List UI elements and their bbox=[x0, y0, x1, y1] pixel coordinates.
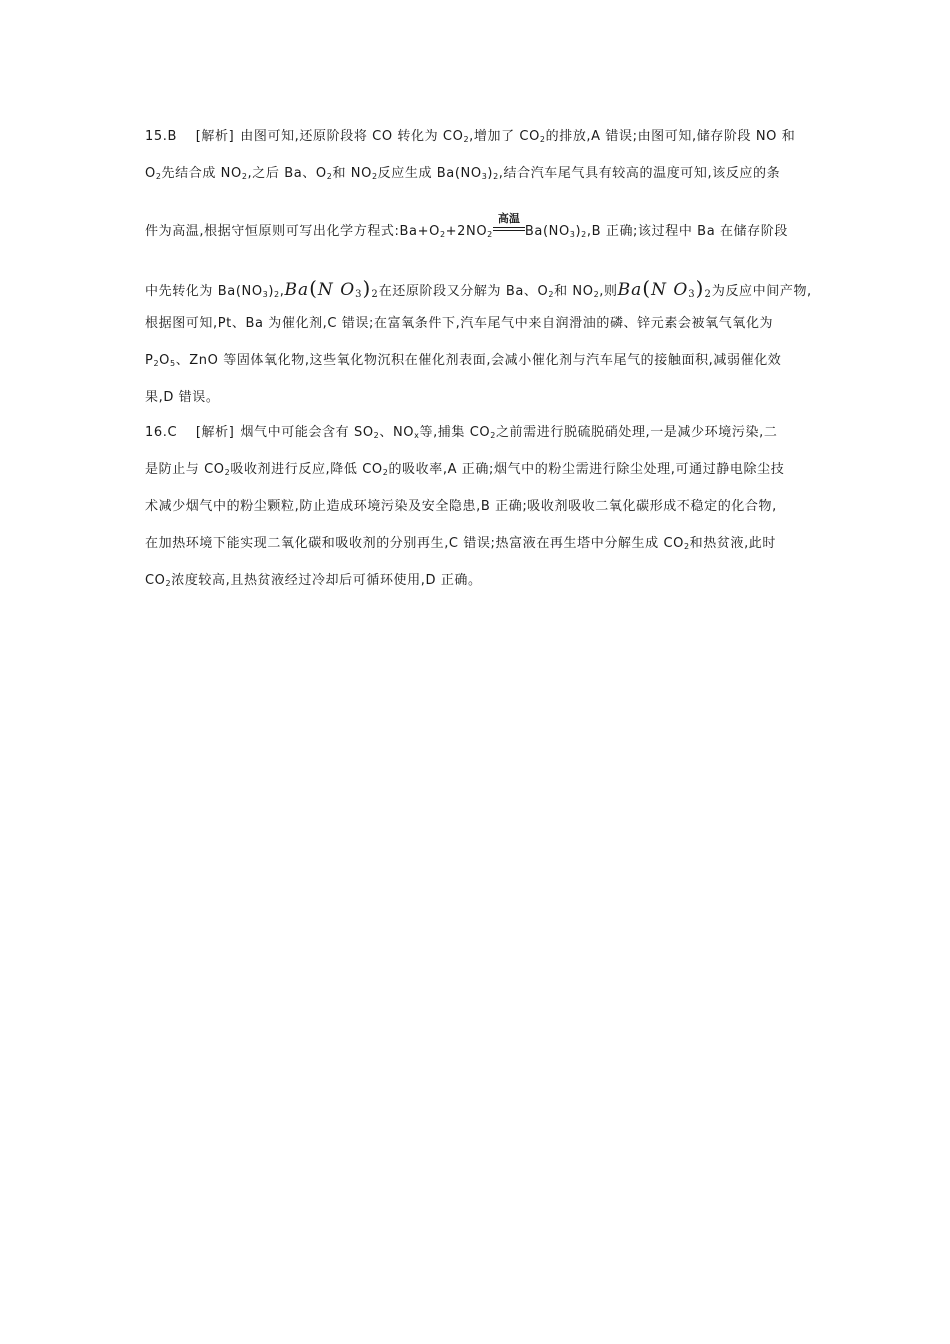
subscript: 2 bbox=[373, 431, 380, 440]
q15-text: 反应生成 Ba(NO bbox=[377, 166, 482, 181]
math-text: N O bbox=[317, 280, 356, 300]
subscript: 2 bbox=[153, 359, 160, 368]
q15-text: +2NO bbox=[445, 224, 488, 239]
math-text: Ba bbox=[617, 280, 643, 300]
q15-text: ) bbox=[268, 284, 275, 299]
q15-text: ,B 正确;该过程中 Ba 在储存阶段 bbox=[586, 224, 788, 239]
q15-text: ) bbox=[487, 166, 494, 181]
q16-text: 术减少烟气中的粉尘颗粒,防止造成环境污染及安全隐患,B 正确;吸收剂吸收二氧化碳形成不稳定的化合物, bbox=[145, 499, 777, 514]
subscript: 2 bbox=[704, 289, 712, 300]
subscript: 2 bbox=[493, 172, 499, 181]
q15-text: 先结合成 NO bbox=[161, 166, 242, 181]
q15-text: ,则 bbox=[599, 284, 618, 299]
q16-text: 、NO bbox=[379, 425, 415, 440]
subscript: 5 bbox=[170, 359, 176, 368]
q15-line-6 bbox=[145, 352, 815, 370]
subscript: 2 bbox=[224, 468, 231, 477]
subscript: 2 bbox=[487, 230, 493, 239]
subscript: 2 bbox=[490, 431, 496, 440]
reaction-condition-arrow bbox=[493, 212, 525, 235]
q15-text: ) bbox=[575, 224, 582, 239]
subscript: 2 bbox=[326, 172, 333, 181]
subscript: 3 bbox=[481, 172, 488, 181]
subscript: 2 bbox=[539, 135, 546, 144]
q15-line-4 bbox=[145, 277, 815, 303]
q16-text: 是防止与 CO bbox=[145, 462, 225, 477]
q15-line-7 bbox=[145, 389, 815, 407]
math-formula-1: Ba(N $O_3)_2$ bbox=[284, 276, 379, 300]
q15-text: 由图可知,还原阶段将 CO 转化为 CO bbox=[240, 129, 464, 144]
subscript: 2 bbox=[371, 289, 379, 300]
q15-line-1 bbox=[145, 128, 815, 146]
subscript: 2 bbox=[548, 290, 555, 299]
math-formula-2: Ba(N $O_3)_2$ bbox=[617, 276, 712, 300]
q16-text: 浓度较高,且热贫液经过冷却后可循环使用,D 正确。 bbox=[171, 573, 482, 588]
math-text: N O bbox=[651, 280, 689, 300]
q15-text: 、ZnO 等固体氧化物,这些氧化物沉积在催化剂表面,会减小催化剂与汽车尾气的接触面积,减弱催化效 bbox=[175, 353, 782, 368]
q16-text: 在加热环境下能实现二氧化碳和吸收剂的分别再生,C 错误;热富液在再生塔中分解生成 CO bbox=[145, 536, 684, 551]
q16-tag: [解析] bbox=[195, 425, 235, 440]
q15-text: ,增加了 CO bbox=[469, 129, 540, 144]
subscript: 2 bbox=[241, 172, 248, 181]
subscript: 3 bbox=[262, 290, 269, 299]
q15-text: 的排放,A 错误;由图可知,储存阶段 NO 和 bbox=[545, 129, 796, 144]
q15-text: P bbox=[145, 353, 154, 368]
q16-text: 吸收剂进行反应,降低 CO bbox=[230, 462, 383, 477]
q15-text: 为反应中间产物, bbox=[711, 284, 812, 299]
subscript: 2 bbox=[371, 172, 378, 181]
q15-tag: [解析] bbox=[195, 129, 235, 144]
q15-text: O bbox=[145, 166, 156, 181]
subscript: 2 bbox=[463, 135, 470, 144]
q15-text: , bbox=[279, 284, 285, 299]
q16-text: 的吸收率,A 正确;烟气中的粉尘需进行除尘处理,可通过静电除尘技 bbox=[388, 462, 785, 477]
subscript: 2 bbox=[165, 579, 172, 588]
subscript: 2 bbox=[593, 290, 600, 299]
subscript: 2 bbox=[439, 230, 446, 239]
q16-text: 烟气中可能会含有 SO bbox=[240, 425, 374, 440]
q16-text: 和热贫液,此时 bbox=[689, 536, 777, 551]
q15-text: 在还原阶段又分解为 Ba、O bbox=[378, 284, 549, 299]
subscript: 2 bbox=[683, 542, 690, 551]
q15-text: O bbox=[159, 353, 170, 368]
q16-line-3 bbox=[145, 498, 815, 516]
reaction-condition-label: 高温 bbox=[497, 212, 520, 225]
q15-line-3 bbox=[145, 212, 815, 241]
q15-text: ,之后 Ba、O bbox=[247, 166, 327, 181]
subscript: 2 bbox=[274, 290, 280, 299]
q16-line-5 bbox=[145, 572, 815, 590]
q15-text: 和 NO bbox=[554, 284, 594, 299]
q16-text: CO bbox=[145, 573, 166, 588]
subscript: 3 bbox=[355, 289, 363, 300]
subscript: x bbox=[414, 431, 420, 440]
q15-line-2 bbox=[145, 165, 815, 183]
subscript: 2 bbox=[581, 230, 587, 239]
q16-line-2 bbox=[145, 461, 815, 479]
q16-text: 之前需进行脱硫脱硝处理,一是减少环境污染,二 bbox=[495, 425, 778, 440]
q15-text: ,结合汽车尾气具有较高的温度可知,该反应的条 bbox=[498, 166, 781, 181]
q16-line-4 bbox=[145, 535, 815, 553]
q15-text: 中先转化为 Ba(NO bbox=[145, 284, 263, 299]
q16-number: 16.C bbox=[145, 425, 178, 440]
q15-text: 果,D 错误。 bbox=[145, 390, 220, 405]
math-text: Ba bbox=[284, 280, 310, 300]
subscript: 3 bbox=[688, 289, 696, 300]
q16-line-1 bbox=[145, 424, 815, 442]
subscript: 2 bbox=[155, 172, 162, 181]
q15-line-5 bbox=[145, 315, 815, 333]
subscript: 3 bbox=[569, 230, 576, 239]
q15-text: 和 NO bbox=[332, 166, 372, 181]
q15-number: 15.B bbox=[145, 129, 177, 144]
q15-text: 件为高温,根据守恒原则可写出化学方程式:Ba+O bbox=[145, 224, 440, 239]
q16-text: 等,捕集 CO bbox=[419, 425, 491, 440]
subscript: 2 bbox=[382, 468, 389, 477]
q15-text: Ba(NO bbox=[524, 224, 570, 239]
q15-text: 根据图可知,Pt、Ba 为催化剂,C 错误;在富氧条件下,汽车尾气中来自润滑油的磷、锌元素会被氧气氧化为 bbox=[145, 316, 774, 331]
